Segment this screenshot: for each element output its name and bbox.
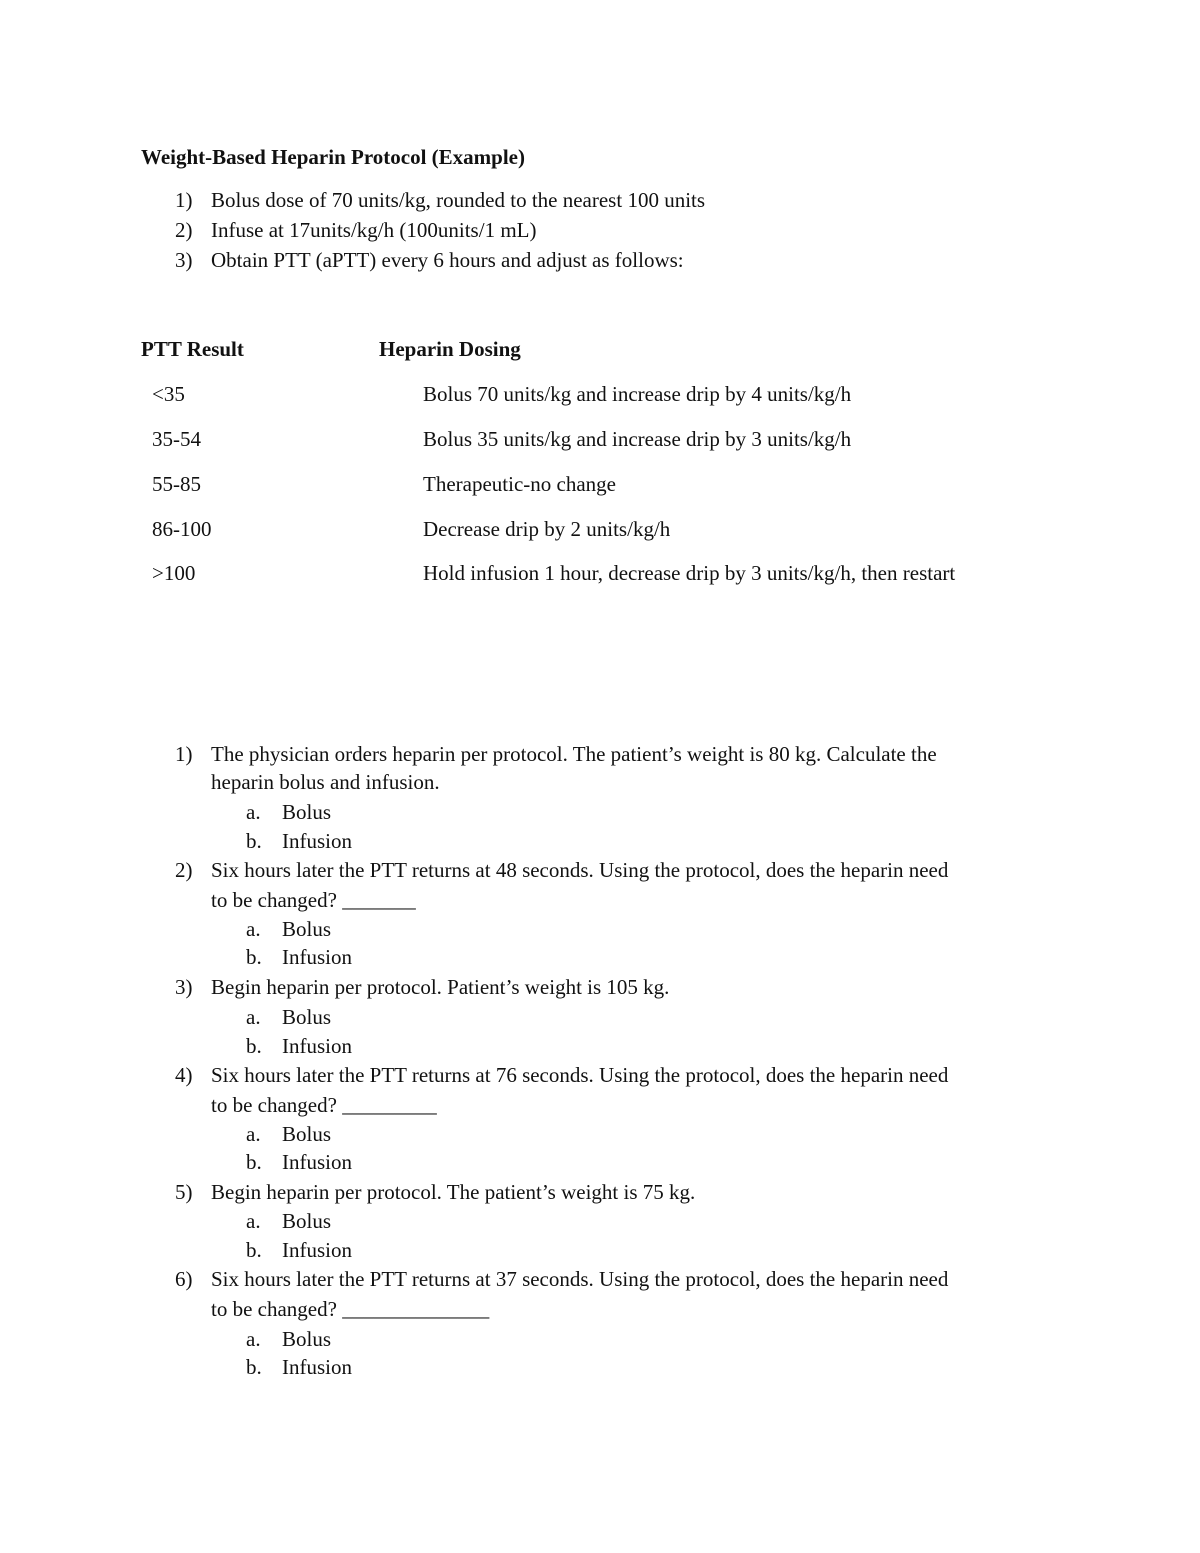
table-header-dosing: Heparin Dosing <box>379 337 521 361</box>
question-number: 3) <box>175 975 193 999</box>
sub-item-infusion: Infusion <box>282 829 352 853</box>
ptt-range: 55-85 <box>152 472 201 496</box>
step-text: Infuse at 17units/kg/h (100units/1 mL) <box>211 218 537 242</box>
question-number: 6) <box>175 1267 193 1291</box>
ptt-range: >100 <box>152 561 196 585</box>
question-text-continued: to be changed? ______________ <box>211 1297 490 1321</box>
document-title: Weight-Based Heparin Protocol (Example) <box>141 145 525 169</box>
sub-item-letter: b. <box>246 829 262 853</box>
question-number: 2) <box>175 858 193 882</box>
sub-item-letter: a. <box>246 1005 261 1029</box>
sub-item-letter: b. <box>246 1150 262 1174</box>
step-number: 1) <box>175 188 193 212</box>
sub-item-letter: b. <box>246 1355 262 1379</box>
dosing-instruction: Therapeutic-no change <box>423 472 616 496</box>
sub-item-bolus: Bolus <box>282 1327 332 1351</box>
sub-item-infusion: Infusion <box>282 945 352 969</box>
question-text: Six hours later the PTT returns at 76 seconds. Using the protocol, does the heparin need <box>211 1063 949 1087</box>
sub-item-letter: a. <box>246 917 261 941</box>
sub-item-infusion: Infusion <box>282 1355 352 1379</box>
sub-item-bolus: Bolus <box>282 800 332 824</box>
ptt-range: <35 <box>152 382 185 406</box>
question-number: 4) <box>175 1063 193 1087</box>
question-number: 1) <box>175 742 193 766</box>
ptt-range: 35-54 <box>152 427 201 451</box>
dosing-instruction: Bolus 70 units/kg and increase drip by 4 units/kg/h <box>423 382 852 406</box>
dosing-instruction: Hold infusion 1 hour, decrease drip by 3 units/kg/h, then restart <box>423 561 956 585</box>
step-text: Bolus dose of 70 units/kg, rounded to the nearest 100 units <box>211 188 706 212</box>
question-text: The physician orders heparin per protocol. The patient’s weight is 80 kg. Calculate the <box>211 742 937 766</box>
step-number: 2) <box>175 218 193 242</box>
dosing-instruction: Decrease drip by 2 units/kg/h <box>423 517 671 541</box>
sub-item-letter: b. <box>246 1238 262 1262</box>
step-text: Obtain PTT (aPTT) every 6 hours and adjust as follows: <box>211 248 684 272</box>
question-text: Six hours later the PTT returns at 48 seconds. Using the protocol, does the heparin need <box>211 858 949 882</box>
sub-item-bolus: Bolus <box>282 917 332 941</box>
sub-item-letter: a. <box>246 1209 261 1233</box>
question-text-continued: heparin bolus and infusion. <box>211 770 440 794</box>
sub-item-infusion: Infusion <box>282 1150 352 1174</box>
sub-item-letter: a. <box>246 1122 261 1146</box>
sub-item-bolus: Bolus <box>282 1122 332 1146</box>
sub-item-letter: a. <box>246 1327 261 1351</box>
dosing-instruction: Bolus 35 units/kg and increase drip by 3 units/kg/h <box>423 427 852 451</box>
question-text: Six hours later the PTT returns at 37 seconds. Using the protocol, does the heparin need <box>211 1267 949 1291</box>
sub-item-bolus: Bolus <box>282 1209 332 1233</box>
sub-item-letter: b. <box>246 1034 262 1058</box>
question-number: 5) <box>175 1180 193 1204</box>
sub-item-letter: b. <box>246 945 262 969</box>
step-number: 3) <box>175 248 193 272</box>
question-text: Begin heparin per protocol. Patient’s weight is 105 kg. <box>211 975 670 999</box>
question-text-continued: to be changed? _________ <box>211 1093 437 1117</box>
ptt-range: 86-100 <box>152 517 212 541</box>
sub-item-letter: a. <box>246 800 261 824</box>
sub-item-infusion: Infusion <box>282 1034 352 1058</box>
table-header-ptt: PTT Result <box>141 337 244 361</box>
sub-item-infusion: Infusion <box>282 1238 352 1262</box>
question-text: Begin heparin per protocol. The patient’s weight is 75 kg. <box>211 1180 696 1204</box>
question-text-continued: to be changed? _______ <box>211 888 416 912</box>
sub-item-bolus: Bolus <box>282 1005 332 1029</box>
